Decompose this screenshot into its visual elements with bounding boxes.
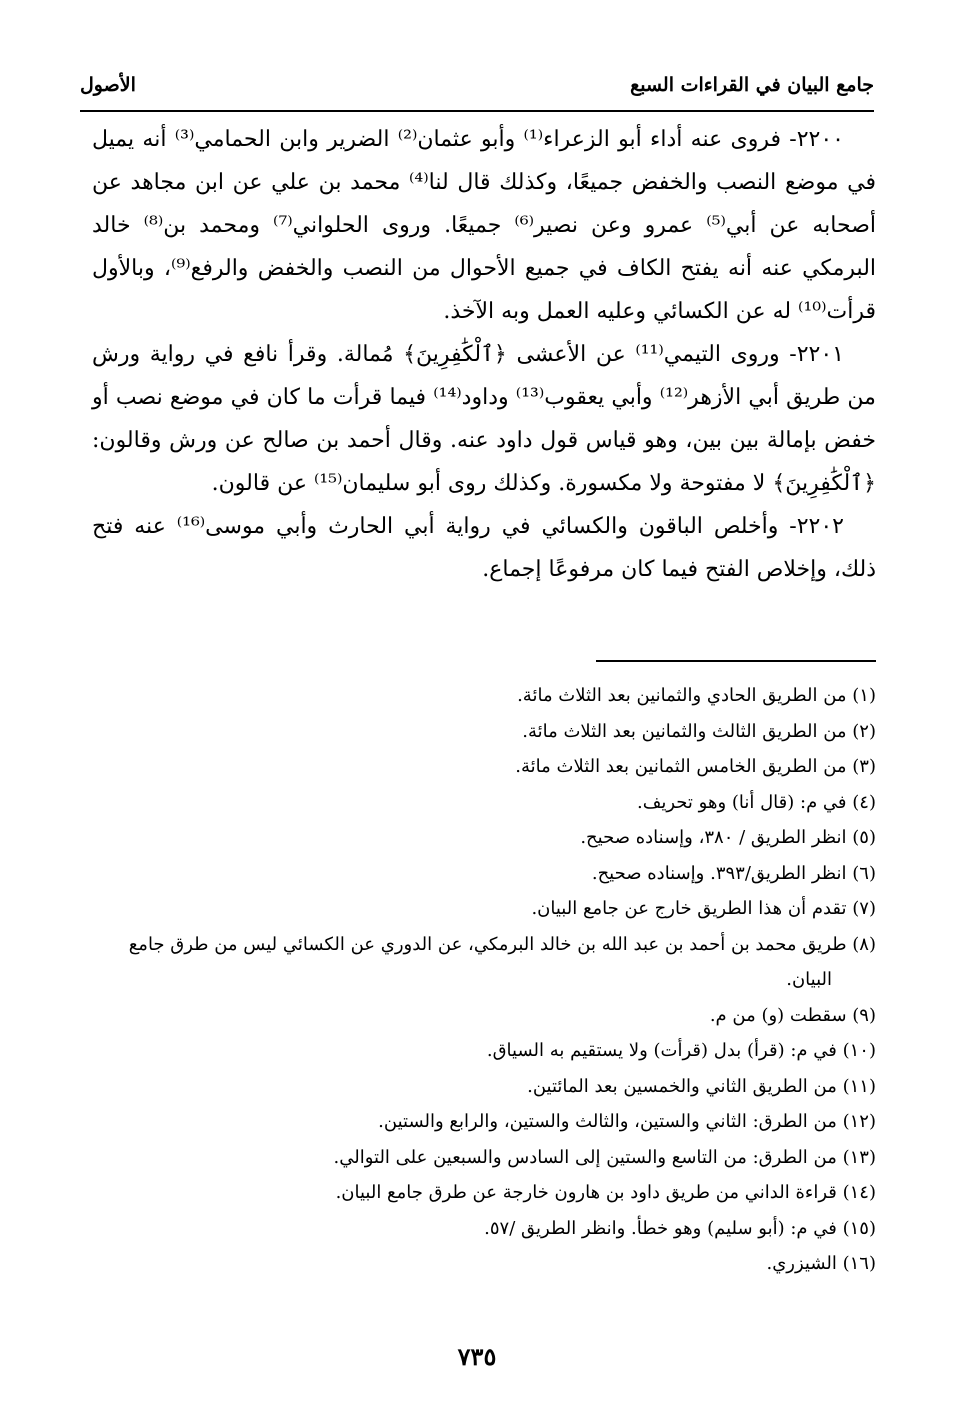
footnote: (١٦) الشيزري. (766, 1253, 876, 1274)
footnote: (١٤) قراءة الداني من طريق داود بن هارون خارجة عن طرق جامع البيان. (335, 1182, 876, 1203)
footnote: (٩) سقطت (و) من م. (709, 1004, 876, 1026)
footnote: (١٥) في م: (أبو سليم) وهو خطأ. وانظر الطريق /٥٧. (484, 1217, 876, 1239)
book-title: جامع البيان في القراءات السبع (630, 74, 874, 96)
paragraph-2201: ٢٢٠١- وروى التيمي⁽¹¹⁾ عن الأعشى ﴿ٱلْكَٰفِرِينَ﴾ مُمالة. وقرأ نافع في رواية ورش من طريق أبي الأزهر⁽¹²⁾ وأبي يعقوب⁽¹³⁾ وداود⁽¹⁴⁾ فيما قرأت ما كان في موضع نصب أو خفض بإمالة بين بين، وهو قياس قول داود عنه. وقال أحمد بن صالح عن ورش وقالون: ﴿ٱلْكَٰفِرِينَ﴾ لا مفتوحة ولا مكسورة. وكذلك روى أبو سليمان⁽¹⁵⁾ عن قالون. (92, 342, 876, 496)
footnote: (١٢) من الطرق: الثاني والستين، والثالث والستين، والرابع والستين. (378, 1111, 876, 1132)
footnote: (٦) انظر الطريق/٣٩٣. وإسناده صحيح. (591, 862, 876, 884)
header-rule (80, 110, 874, 112)
footnote: (٨) طريق محمد بن أحمد بن عبد الله بن خالد البرمكي، عن الدوري عن الكسائي ليس من طرق جامع البيان. (128, 933, 876, 990)
footnote: (٣) من الطريق الخامس الثمانين بعد الثلاث مائة. (515, 756, 876, 777)
footnote: (١٠) في م: (قرأ) بدل (قرأت) ولا يستقيم به السياق. (486, 1040, 876, 1061)
footnote: (٥) انظر الطريق / ٣٨٠، وإسناده صحيح. (580, 827, 876, 848)
footnote: (٤) في م: (قال أنا) وهو تحريف. (637, 791, 876, 813)
main-text (92, 118, 876, 591)
footnote: (١٣) من الطرق: من التاسع والستين إلى السادس والسبعين على التوالي. (333, 1146, 876, 1168)
footnote: (٧) تقدم أن هذا الطريق خارج عن جامع البيان. (531, 898, 876, 919)
page-number: ٧٣٥ (457, 1342, 497, 1371)
paragraph-2202: ٢٢٠٢- وأخلص الباقون والكسائي في رواية أبي الحارث وأبي موسى⁽¹⁶⁾ عنه فتح ذلك، وإخلاص الفتح فيما كان مرفوعًا إجماع. (92, 514, 876, 582)
footnote: (١) من الطريق الحادي والثمانين بعد الثلاث مائة. (517, 685, 876, 706)
running-header (80, 70, 874, 110)
paragraph-2200: ٢٢٠٠- فروى عنه أداء أبو الزعراء⁽¹⁾ وأبو عثمان⁽²⁾ الضرير وابن الحمامي⁽³⁾ أنه يميل في موضع النصب والخفض جميعًا، وكذلك قال لنا⁽⁴⁾ محمد بن علي عن ابن مجاهد عن أصحابه عن أبي⁽⁵⁾ عمرو وعن نصير⁽⁶⁾ جميعًا. وروى الحلواني⁽⁷⁾ ومحمد بن⁽⁸⁾ خالد البرمكي عنه أنه يفتح الكاف في جميع الأحوال من النصب والخفض والرفع⁽⁹⁾، وبالأول قرأت⁽¹⁰⁾ له عن الكسائي وعليه العمل وبه الآخذ. (92, 127, 877, 324)
footnote: (١١) من الطريق الثاني والخمسين بعد المائتين. (527, 1075, 876, 1097)
footnotes (92, 678, 876, 1282)
footnote: (٢) من الطريق الثالث والثمانين بعد الثلاث مائة. (522, 720, 876, 742)
section-title: الأصول (80, 74, 136, 96)
footnote-separator (596, 660, 876, 662)
